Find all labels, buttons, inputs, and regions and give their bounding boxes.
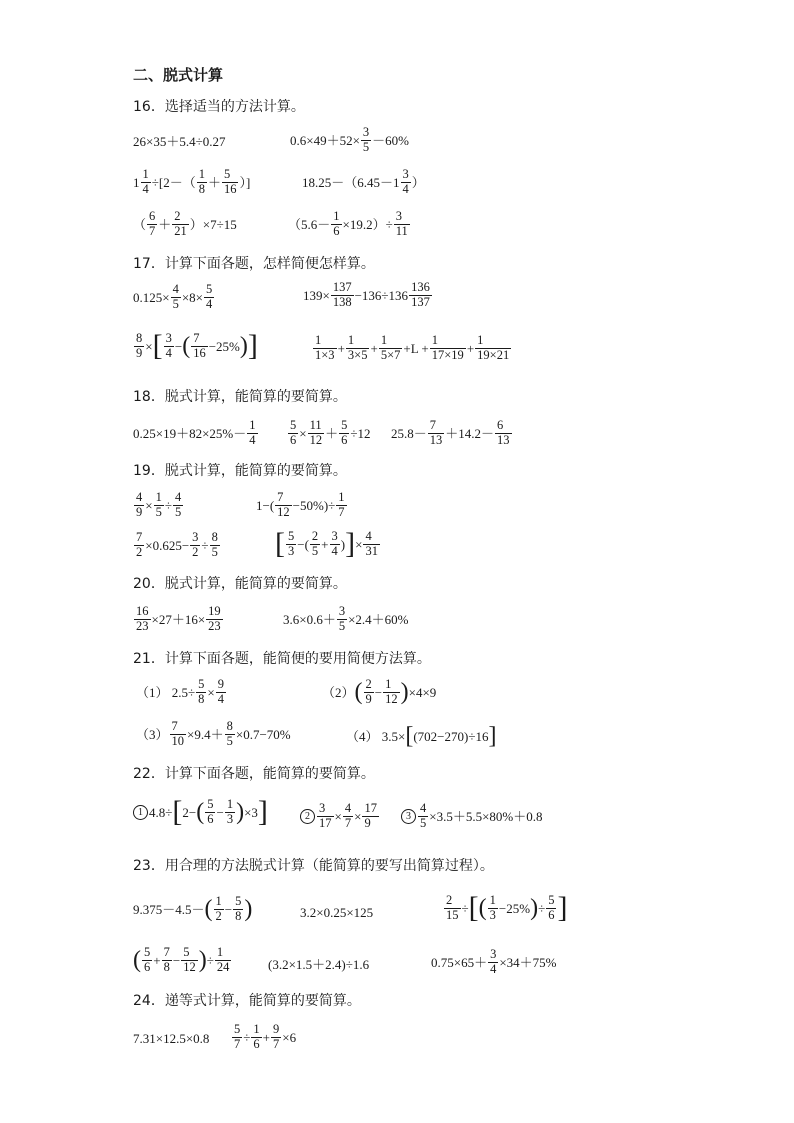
q21-expr-4: （4） 3.5×[(702−270)÷16] xyxy=(346,723,497,749)
q24-expr-1: 7.31×12.5×0.8 xyxy=(133,1031,210,1046)
q23-expr-4: ( $\frac{5}{6}$ + $\frac{7}{8}$ − $\frac{5}{12}$ )÷ $\frac{1}{24}$ xyxy=(133,945,230,974)
circled-number-3: 3 xyxy=(401,809,416,824)
q17-expr-1: 0.125× $\frac{4}{5}$ ×8× $\frac{5}{4}$ xyxy=(133,282,213,311)
q16-expr-1: 26×35＋5.4÷0.27 xyxy=(133,134,226,149)
q16-heading: 16．选择适当的方法计算。 xyxy=(133,99,305,115)
q19-expr-4: [ $\frac{5}{3}$ −( $\frac{2}{5}$ + $\frac{3}{4}$ )]× $\frac{4}{31}$ xyxy=(275,527,378,560)
q23-expr-2: 3.2×0.25×125 xyxy=(300,905,374,920)
q23-expr-3: $\frac{2}{15}$ ÷[( $\frac{1}{3}$ −25%)÷ $\frac{5}{6}$ ] xyxy=(446,891,568,924)
q16-expr-5: （ $\frac{6}{7}$ ＋ $\frac{2}{21}$ ）×7÷15 xyxy=(133,209,237,238)
q16-expr-6: （5.6－ $\frac{1}{6}$ ×19.2）÷ $\frac{3}{11}$ xyxy=(288,209,408,238)
q24-heading: 24．递等式计算，能简算的要简算。 xyxy=(133,993,361,1009)
q22-heading: 22．计算下面各题，能简算的要简算。 xyxy=(133,766,375,782)
q23-expr-6: 0.75×65＋ $\frac{3}{4}$ ×34＋75% xyxy=(431,947,557,976)
q17-heading: 17．计算下面各题，怎样简便怎样算。 xyxy=(133,256,375,272)
section-title: 二、脱式计算 xyxy=(133,66,224,84)
q18-heading: 18．脱式计算，能简算的要简算。 xyxy=(133,389,347,405)
q23-expr-5: (3.2×1.5＋2.4)÷1.6 xyxy=(268,957,370,972)
q21-expr-2: （2）( $\frac{2}{9}$ − $\frac{1}{12}$ )×4×9 xyxy=(322,677,437,706)
q20-heading: 20．脱式计算，能简算的要简算。 xyxy=(133,576,347,592)
q18-expr-2: $\frac{5}{6}$ × $\frac{11}{12}$ ＋ $\frac{5}{6}$ ÷12 xyxy=(290,418,371,447)
q18-expr-3: 25.8－ $\frac{7}{13}$ ＋14.2－ $\frac{6}{13}$ xyxy=(391,418,510,447)
q16-expr-2: 0.6×49＋52× $\frac{3}{5}$ －60% xyxy=(290,125,410,154)
q21-expr-3: （3） $\frac{7}{10}$ ×9.4＋ $\frac{8}{5}$ ×0.7−70% xyxy=(136,719,291,748)
q17-expr-3: $\frac{8}{9}$ ×[ $\frac{3}{4}$ −( $\frac{7}{16}$ −25%)] xyxy=(136,329,258,362)
q19-expr-2: 1−( $\frac{7}{12}$ −50%)÷ $\frac{1}{7}$ xyxy=(256,490,345,519)
q19-expr-1: $\frac{4}{9}$ × $\frac{1}{5}$ ÷ $\frac{4}{5}$ xyxy=(136,490,182,519)
circled-number-2: 2 xyxy=(300,809,315,824)
q17-expr-2: 139× $\frac{137}{138}$ −136÷136 $\frac{136}{137}$ xyxy=(303,280,430,309)
circled-number-1: 1 xyxy=(133,805,148,820)
q17-expr-4: $\frac{1}{1\times 3}$ + $\frac{1}{3\times 5}$ + $\frac{1}{5\times 7}$ +L + $\frac{1}{17\times 19}$ + $\frac{1}{19\times 21}$ xyxy=(315,333,510,362)
q16-expr-3: 1 $\frac{1}{4}$ ÷[2－（ $\frac{1}{8}$ ＋ $\frac{5}{16}$ ）] xyxy=(133,167,251,196)
q23-heading: 23．用合理的方法脱式计算（能简算的要写出简算过程）。 xyxy=(133,858,494,874)
q22-expr-3: 3 $\frac{4}{5}$ ×3.5＋5.5×80%＋0.8 xyxy=(401,802,543,831)
q20-expr-2: 3.6×0.6＋ $\frac{3}{5}$ ×2.4＋60% xyxy=(283,604,409,633)
q19-heading: 19．脱式计算，能简算的要简算。 xyxy=(133,463,347,479)
q21-expr-1: （1） 2.5÷ $\frac{5}{8}$ × $\frac{9}{4}$ xyxy=(136,677,224,706)
q20-expr-1: $\frac{16}{23}$ ×27＋16× $\frac{19}{23}$ xyxy=(136,604,221,633)
q21-heading: 21．计算下面各题，能简便的要用简便方法算。 xyxy=(133,651,431,667)
q19-expr-3: $\frac{7}{2}$ ×0.625− $\frac{3}{2}$ ÷ $\frac{8}{5}$ xyxy=(136,530,218,559)
q23-expr-1: 9.375－4.5－( $\frac{1}{2}$ − $\frac{5}{8}$ ) xyxy=(133,894,253,923)
q22-expr-2: 2 $\frac{3}{17}$ × $\frac{4}{7}$ × $\frac{17}{9}$ xyxy=(300,802,380,831)
q22-expr-1: 1 4.8÷[2−( $\frac{5}{6}$ − $\frac{1}{3}$ )×3] xyxy=(133,797,268,827)
q16-expr-4: 18.25－（6.45－1 $\frac{3}{4}$ ） xyxy=(302,167,425,196)
q24-expr-2: $\frac{5}{7}$ ÷ $\frac{1}{6}$ + $\frac{9}{7}$ ×6 xyxy=(234,1022,297,1051)
q18-expr-1: 0.25×19＋82×25%－ $\frac{1}{4}$ xyxy=(133,418,256,447)
